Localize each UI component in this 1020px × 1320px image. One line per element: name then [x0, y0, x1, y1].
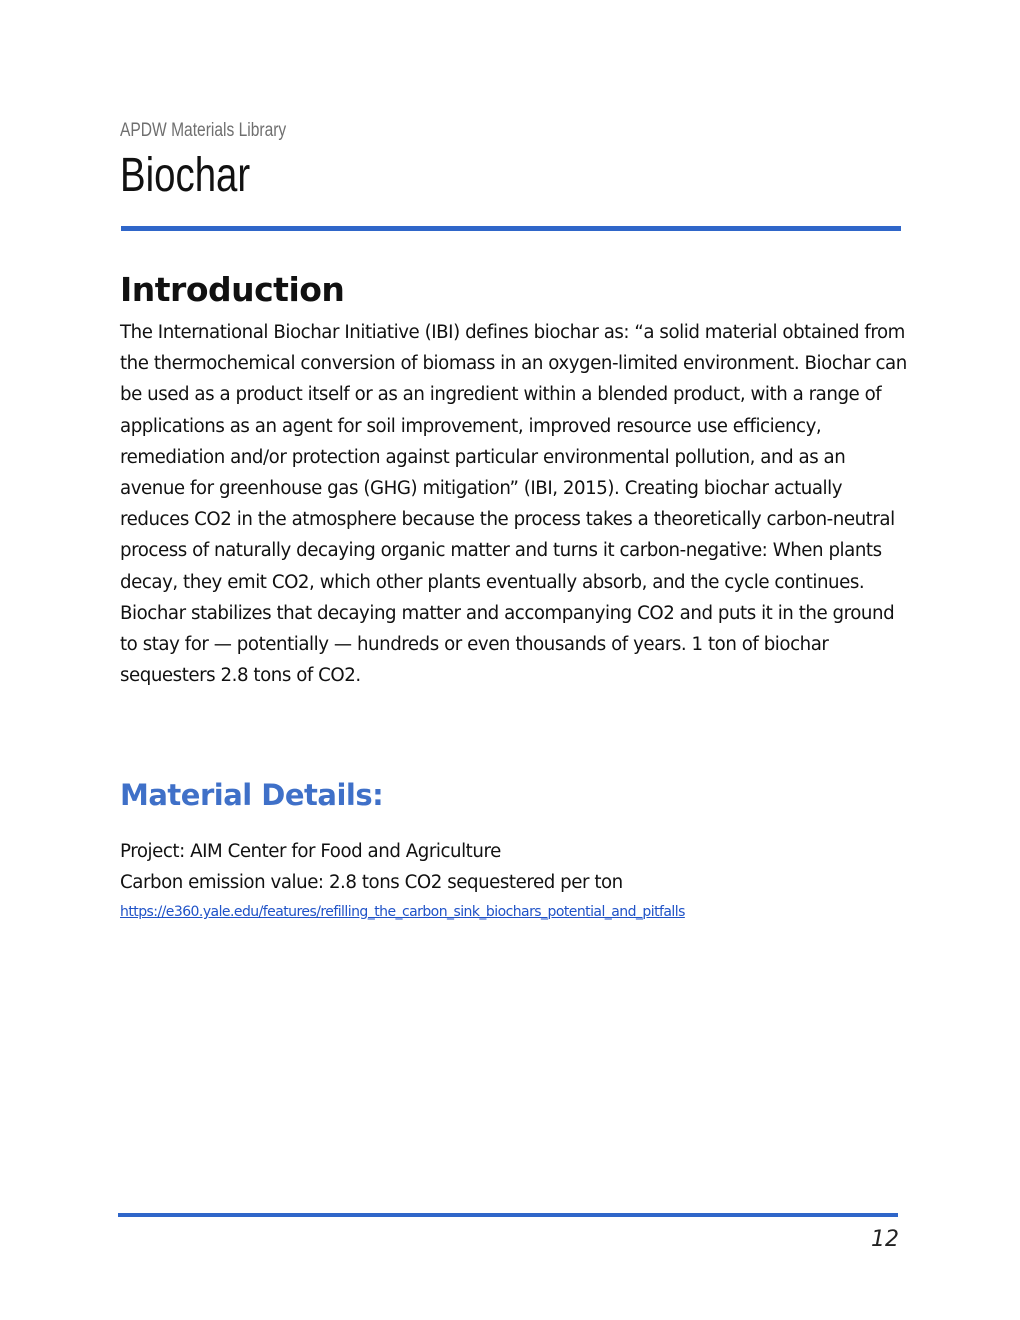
project-detail: Project: AIM Center for Food and Agriculture [120, 841, 501, 862]
library-label: APDW Materials Library [120, 120, 287, 141]
introduction-body: The International Biochar Initiative (IBI) defines biochar as: “a solid material obtained from the thermochemical conversion of biomass in an oxygen-limited environment. Biochar can be used as a product itself or as an ingredient within a blended product, with a range of applications as an agent for soil improvement, improved resource use efficiency, remediation and/or protection against particular environmental pollution, and as an avenue for greenhouse gas (GHG) mitigation” (IBI, 2015). Creating biochar actually reduces CO2 in the atmosphere because the process takes a theoretically carbon-neutral process of naturally decaying organic matter and turns it carbon-negative: When plants decay, they emit CO2, which other plants eventually absorb, and the cycle continues. Biochar stabilizes that decaying matter and accompanying CO2 and puts it in the ground to stay for — potentially — hundreds or even thousands of years. 1 ton of biochar sequesters 2.8 tons of CO2. [120, 322, 907, 687]
carbon-emission-detail: Carbon emission value: 2.8 tons CO2 sequestered per ton [120, 872, 623, 893]
footer-divider [118, 1213, 898, 1217]
material-details-heading: Material Details: [120, 778, 384, 812]
source-link[interactable]: https://e360.yale.edu/features/refilling_the_carbon_sink_biochars_potential_and_pitfalls [120, 904, 685, 920]
page-number: 12 [871, 1227, 899, 1252]
page-title: Biochar [120, 149, 251, 202]
title-divider [121, 226, 901, 231]
introduction-heading: Introduction [120, 270, 345, 309]
